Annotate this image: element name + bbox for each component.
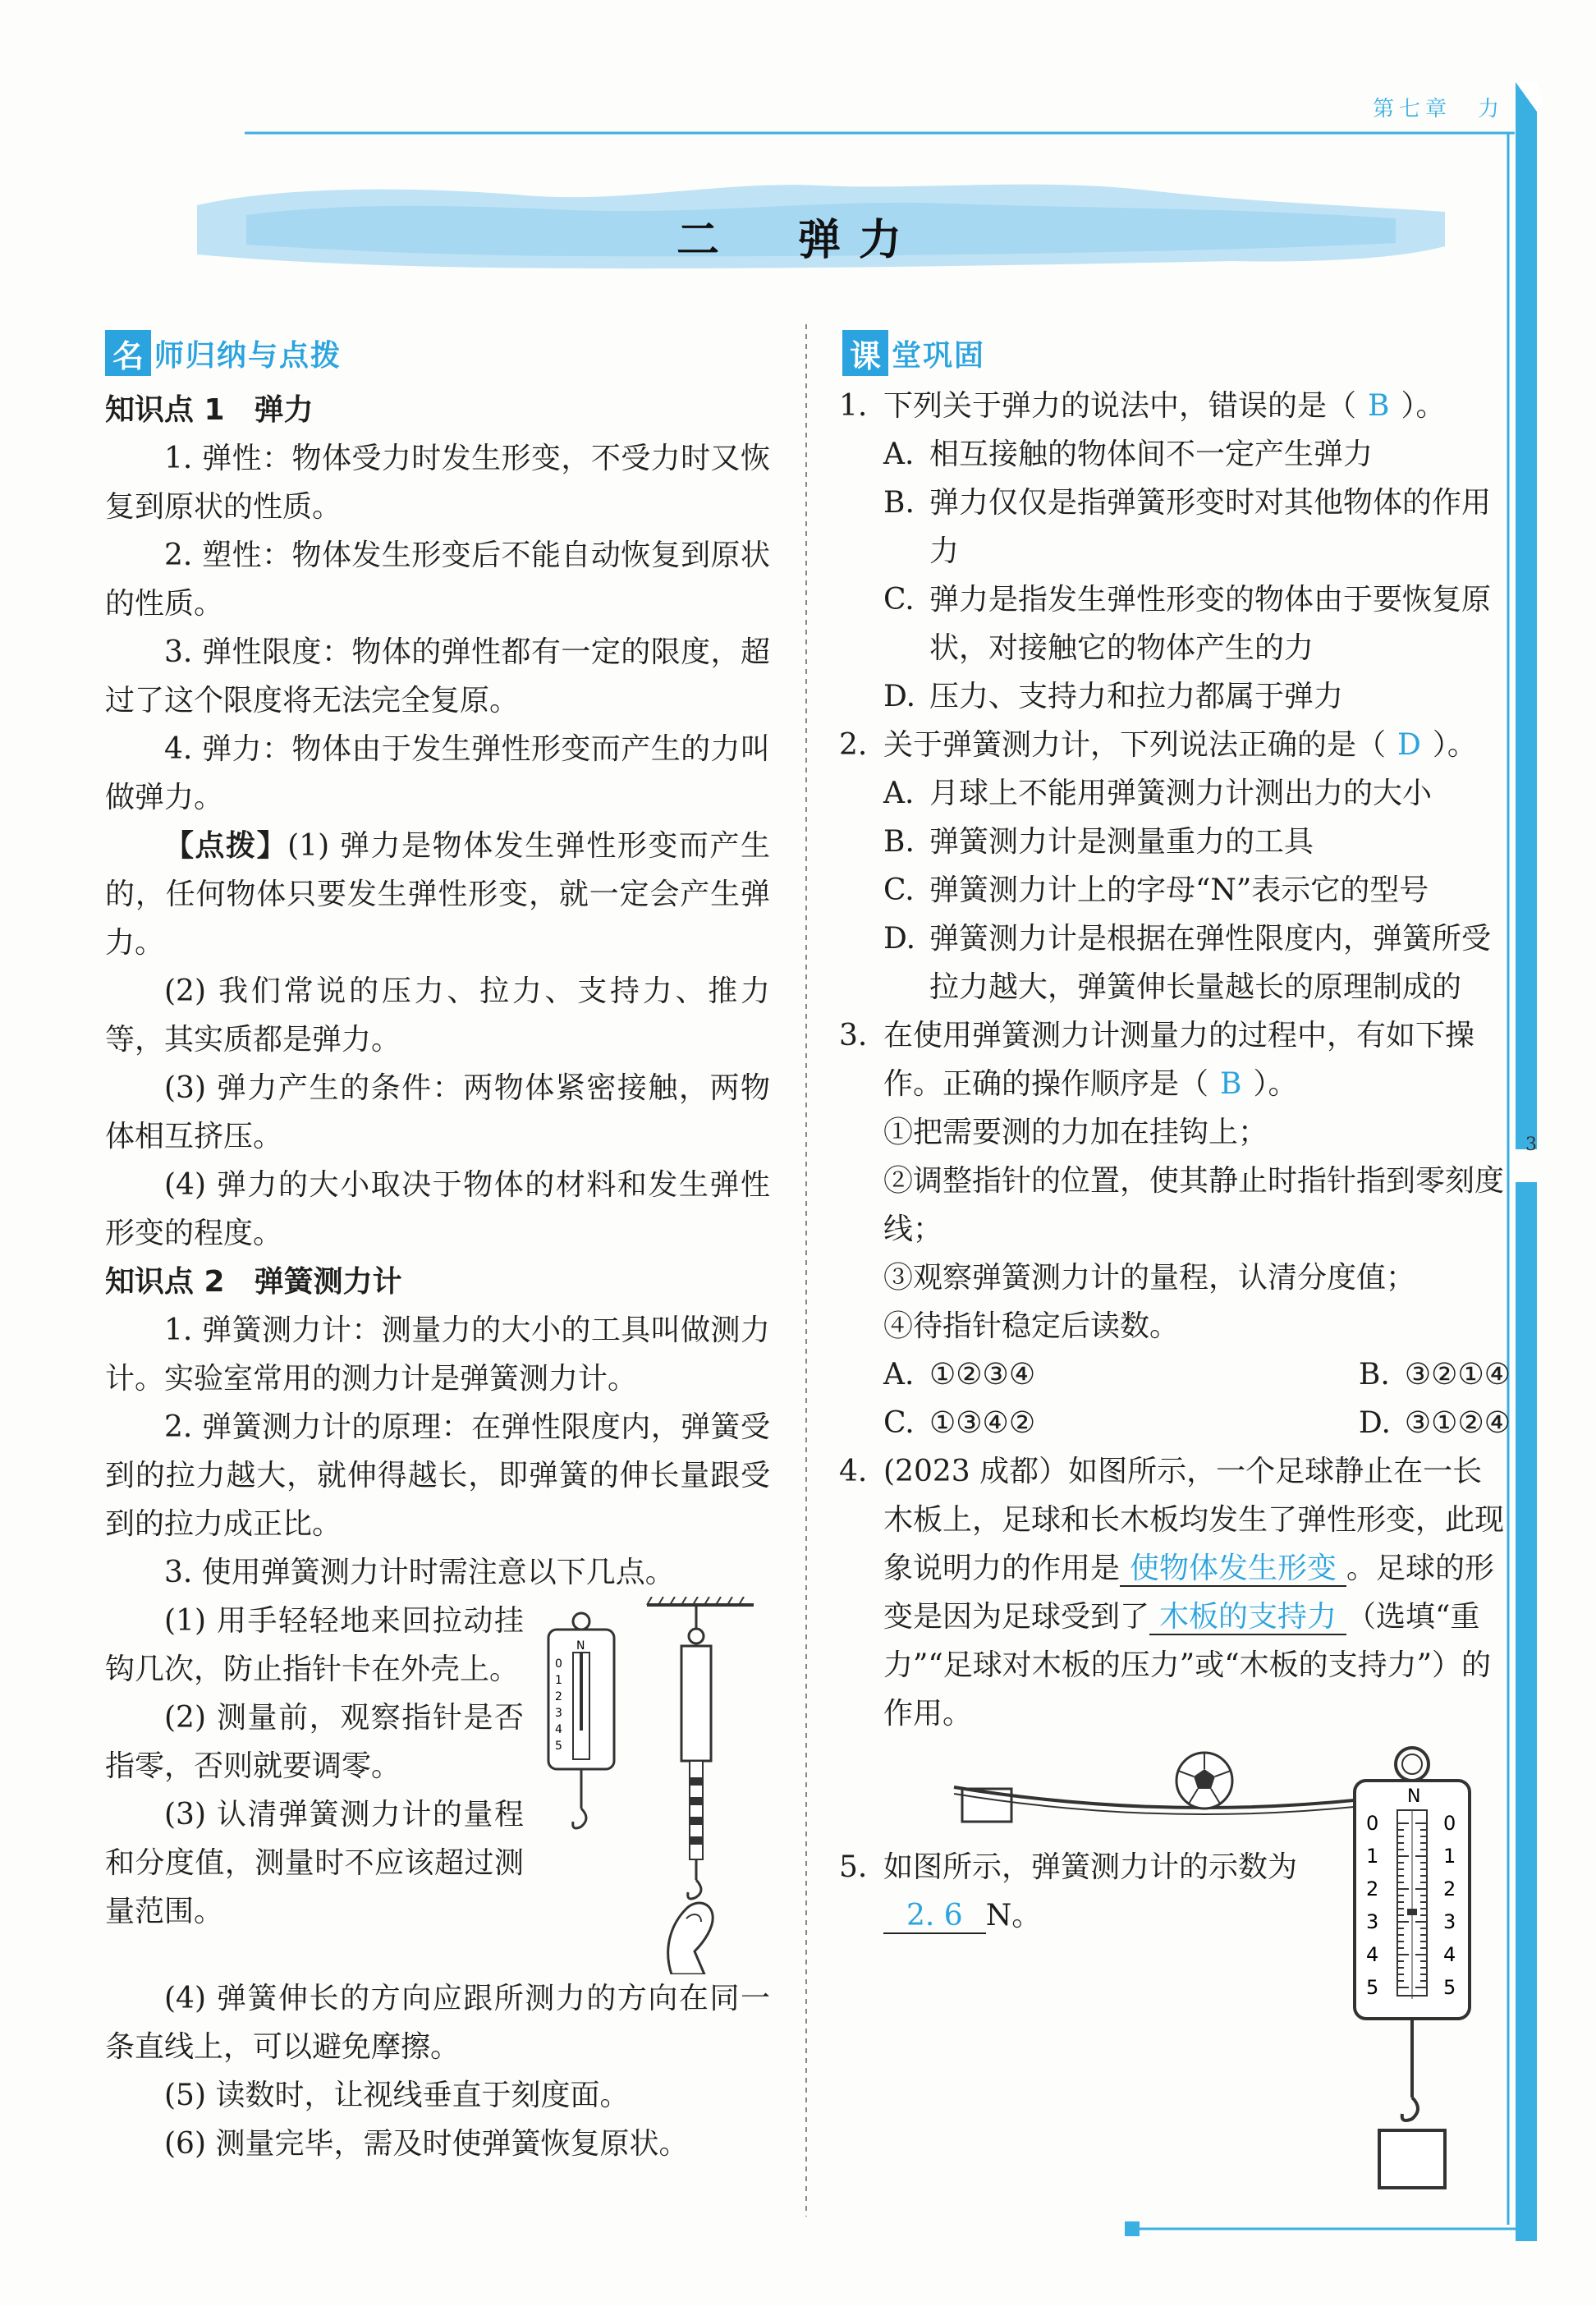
answer-choice: D — [1397, 728, 1421, 762]
scale-tick-label: 5 — [555, 1740, 562, 1753]
question-text: （选填“重力”“足球对木板的压力”或“木板的支持力”）的作用。 — [883, 1600, 1492, 1731]
stem-end: ）。 — [1401, 389, 1446, 423]
option-key: B. — [883, 825, 915, 859]
stem-end: ）。 — [1253, 1067, 1298, 1101]
kp1-item: 3. 弹性限度：物体的弹性都有一定的限度，超过了这个限度将无法完全复原。 — [105, 635, 770, 717]
step: ④待指针稳定后读数。 — [883, 1309, 1180, 1343]
scale-tick-label: 2 — [1443, 1877, 1456, 1900]
question-2 — [839, 721, 1511, 769]
option-text: ①②③④ — [929, 1358, 1036, 1391]
question-number: 4. — [839, 1455, 868, 1488]
option — [1314, 1399, 1511, 1447]
stem-end: ）。 — [1432, 728, 1477, 762]
notes-short — [105, 1597, 524, 1974]
scale-tick-label: 0 — [1443, 1812, 1456, 1835]
kp1-item: 4. 弹力：物体由于发生弹性形变而产生的力叫做弹力。 — [105, 732, 770, 814]
question-text: 。足球的形变是因为足球受到了 — [883, 1552, 1495, 1634]
option-row — [839, 1399, 1511, 1447]
question-stem: 下列关于弹力的说法中，错误的是（ — [883, 389, 1357, 423]
note-item: (2) 测量前，观察指针是否指零，否则就要调零。 — [105, 1701, 524, 1783]
question-stem: 如图所示，弹簧测力计的示数为 — [883, 1850, 1298, 1884]
scale-tick-label: 2 — [1366, 1877, 1379, 1900]
scale-tick-label: 4 — [555, 1723, 562, 1736]
question-5-row — [839, 1786, 1511, 2204]
option-key: A. — [883, 438, 915, 471]
kp2-item: 1. 弹簧测力计：测量力的大小的工具叫做测力计。实验室常用的测力计是弹簧测力计。 — [105, 1313, 770, 1396]
note-item: (6) 测量完毕，需及时使弹簧恢复原状。 — [164, 2127, 689, 2161]
scale-tick-label: 3 — [555, 1707, 562, 1720]
hanging-scale-with-hand — [647, 1597, 754, 1974]
answer-choice: B — [1368, 389, 1390, 423]
scale-tick-label: 3 — [1443, 1910, 1456, 1933]
option-text: 弹力仅仅是指弹簧形变时对其他物体的作用力 — [929, 486, 1492, 568]
scale-unit: N — [1407, 1786, 1421, 1807]
pointer — [1407, 1909, 1417, 1915]
option-key: C. — [883, 583, 915, 617]
scale-unit: N — [576, 1639, 585, 1653]
note-item: (3) 认清弹簧测力计的量程和分度值，测量时不应该超过测量范围。 — [105, 1798, 524, 1928]
left-column — [105, 386, 770, 2168]
option-key: A. — [883, 777, 915, 810]
notes-with-figure — [105, 1597, 770, 1974]
scale-tick-label: 4 — [1443, 1943, 1456, 1966]
option — [839, 915, 1511, 1011]
spring-scale-reading-figure — [1338, 1744, 1511, 2204]
question-number: 3. — [839, 1019, 868, 1052]
option — [839, 1350, 1314, 1399]
page-number: 3 — [1525, 1135, 1537, 1155]
option — [839, 818, 1511, 866]
question-stem: 关于弹簧测力计，下列说法正确的是（ — [883, 728, 1387, 762]
note-item: (1) 用手轻轻地来回拉动挂钩几次，防止指针卡在外壳上。 — [105, 1604, 524, 1686]
option-text: ①③④② — [929, 1406, 1036, 1440]
option-text: 压力、支持力和拉力都属于弹力 — [929, 680, 1344, 713]
question-stem: 在使用弹簧测力计测量力的过程中，有如下操作。正确的操作顺序是（ — [883, 1019, 1475, 1101]
answer-blank: 使物体发生形变 — [1120, 1552, 1346, 1587]
left-section-heading — [105, 327, 342, 379]
right-section-heading — [842, 327, 985, 379]
option-key: D. — [883, 680, 916, 713]
question-number: 2. — [839, 728, 868, 762]
step: ①把需要测的力加在挂钩上； — [883, 1116, 1268, 1149]
option — [839, 769, 1511, 818]
scale-tick-label: 1 — [1443, 1845, 1456, 1868]
spring-scale-figure — [524, 1597, 770, 1974]
scale-tick-label: 2 — [555, 1690, 562, 1703]
option-text: 弹力是指发生弹性形变的物体由于要恢复原状，对接触它的物体产生的力 — [929, 583, 1492, 665]
option — [839, 479, 1511, 575]
option-text: 弹簧测力计是测量重力的工具 — [929, 825, 1314, 859]
kp1-item: 1. 弹性：物体受力时发生形变，不受力时又恢复到原状的性质。 — [105, 442, 770, 524]
knowledge-point-1-title: 知识点 1 弹力 — [105, 393, 314, 427]
option — [839, 575, 1511, 672]
question-4 — [839, 1447, 1511, 1738]
option-text: ③②①④ — [1404, 1358, 1511, 1391]
question-3 — [839, 1011, 1511, 1108]
option-key: C. — [883, 873, 915, 907]
scale-tick-label: 5 — [1443, 1976, 1456, 1999]
question-text: (2023 成都）如图所示，一个足球静止在一长木板上，足球和长木板均发生了弹性形变，此现象说明力的作用是 — [883, 1455, 1505, 1585]
knowledge-point-2-title: 知识点 2 弹簧测力计 — [105, 1265, 402, 1299]
option-text: 相互接触的物体间不一定产生弹力 — [929, 438, 1374, 471]
question-5 — [839, 1843, 1322, 2204]
option-text: 月球上不能用弹簧测力计测出力的大小 — [929, 777, 1433, 810]
tip-item: (3) 弹力产生的条件：两物体紧密接触，两物体相互挤压。 — [105, 1071, 770, 1153]
kp2-item: 2. 弹簧测力计的原理：在弹性限度内，弹簧受到的拉力越大，就伸得越长，即弹簧的伸长量跟受到的拉力成正比。 — [105, 1410, 770, 1541]
tip-text: (1) 弹力是物体发生弹性形变而产生的，任何物体只要发生弹性形变，就一定会产生弹力。 — [105, 829, 770, 960]
tip-paragraph — [105, 822, 770, 967]
page-title: 二 弹力 — [676, 216, 920, 265]
heading-text: 堂巩固 — [892, 338, 986, 373]
option — [1314, 1350, 1511, 1399]
step: ③观察弹簧测力计的量程，认清分度值； — [883, 1261, 1416, 1295]
spring-scale-small — [548, 1613, 614, 1828]
heading-badge: 名 — [105, 330, 151, 376]
option-key: C. — [883, 1406, 915, 1440]
option — [839, 672, 1511, 721]
note-item: (5) 读数时，让视线垂直于刻度面。 — [164, 2079, 630, 2112]
scale-tick-label: 3 — [1366, 1910, 1379, 1933]
note-item: (4) 弹簧伸长的方向应跟所测力的方向在同一条直线上，可以避免摩擦。 — [105, 1982, 770, 2064]
option-key: D. — [883, 922, 916, 956]
option-text: 弹簧测力计上的字母“N”表示它的型号 — [929, 873, 1429, 907]
scale-tick-label: 5 — [1366, 1976, 1379, 1999]
option-key: B. — [883, 486, 915, 520]
chapter-label: 第七章 力 — [1373, 97, 1505, 121]
kp1-item: 2. 塑性：物体发生形变后不能自动恢复到原状的性质。 — [105, 539, 770, 621]
answer-blank: 木板的支持力 — [1149, 1600, 1346, 1635]
scale-tick-label: 4 — [1366, 1943, 1379, 1966]
option-text: 弹簧测力计是根据在弹性限度内，弹簧所受拉力越大，弹簧伸长量越长的原理制成的 — [929, 922, 1492, 1004]
question-number: 1. — [839, 389, 868, 423]
option-text: ③①②④ — [1404, 1406, 1511, 1440]
heading-badge: 课 — [842, 330, 888, 376]
scale-tick-label: 1 — [1366, 1845, 1379, 1868]
tip-item: (4) 弹力的大小取决于物体的材料和发生弹性形变的程度。 — [105, 1168, 770, 1250]
question-1 — [839, 382, 1511, 430]
answer-blank: 2. 6 — [883, 1899, 986, 1934]
weight-block — [1379, 2130, 1445, 2188]
answer-choice: B — [1220, 1067, 1242, 1101]
scale-tick-label: 0 — [1366, 1812, 1379, 1835]
option — [839, 866, 1511, 915]
heading-text: 师归纳与点拨 — [154, 338, 342, 373]
option-key: A. — [883, 1358, 915, 1391]
tip-label: 【点拨】 — [164, 828, 288, 863]
option — [839, 430, 1511, 479]
question-number: 5. — [839, 1850, 868, 1884]
unit: N。 — [985, 1899, 1042, 1932]
right-column — [839, 382, 1511, 2204]
option — [839, 1399, 1314, 1447]
scale-tick-label: 0 — [555, 1657, 562, 1671]
tip-item: (2) 我们常说的压力、拉力、支持力、推力等，其实质都是弹力。 — [105, 974, 770, 1057]
kp2-item: 3. 使用弹簧测力计时需注意以下几点。 — [164, 1556, 675, 1589]
scale-tick-label: 1 — [555, 1674, 562, 1687]
option-key: D. — [1358, 1406, 1391, 1440]
option-row — [839, 1350, 1511, 1399]
option-key: B. — [1358, 1358, 1390, 1391]
step: ②调整指针的位置，使其静止时指针指到零刻度线； — [883, 1164, 1505, 1246]
